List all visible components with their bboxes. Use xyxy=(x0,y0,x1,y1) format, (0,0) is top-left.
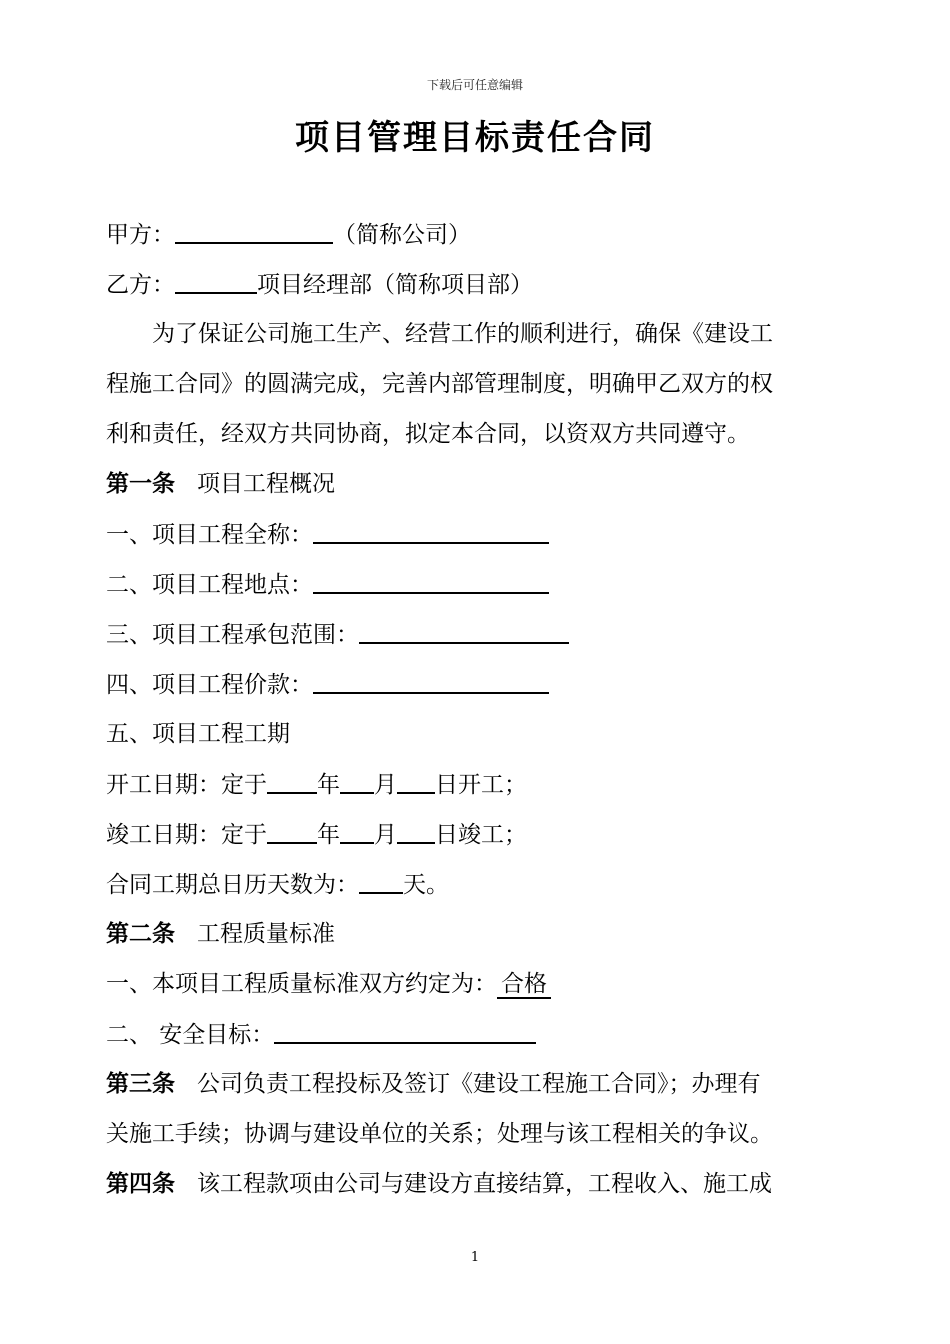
party-b-line xyxy=(106,262,846,312)
month-label: 月 xyxy=(374,772,397,798)
clause-3-line: 关施工手续；协调与建设单位的关系；处理与该工程相关的争议。 xyxy=(106,1121,773,1147)
clause-2-heading xyxy=(106,912,846,962)
preamble-line: 程施工合同》的圆满完成，完善内部管理制度，明确甲乙双方的权 xyxy=(106,371,773,397)
clause-number: 第三条 xyxy=(106,1071,175,1097)
project-location-blank[interactable] xyxy=(313,562,549,594)
quality-value: 合格 xyxy=(497,971,551,999)
end-year-blank[interactable] xyxy=(267,812,317,844)
year-label: 年 xyxy=(317,822,340,848)
clause-3-line xyxy=(106,1062,846,1112)
start-date-prefix: 开工日期：定于 xyxy=(106,772,267,798)
party-a-label: 甲方： xyxy=(106,222,175,248)
party-a-suffix: （简称公司） xyxy=(333,222,471,248)
clause-number: 第二条 xyxy=(106,921,175,947)
clause-1-item-price xyxy=(106,662,846,712)
contract-body xyxy=(106,212,846,1212)
quality-standard-line xyxy=(106,962,846,1012)
preamble-line: 为了保证公司施工生产、经营工作的顺利进行，确保《建设工 xyxy=(152,321,773,347)
clause-1-heading xyxy=(106,462,846,512)
start-day-blank[interactable] xyxy=(397,762,435,794)
party-a-line xyxy=(106,212,846,262)
preamble-line: 利和责任，经双方共同协商，拟定本合同，以资双方共同遵守。 xyxy=(106,421,750,447)
end-month-blank[interactable] xyxy=(340,812,374,844)
clause-number: 第四条 xyxy=(106,1171,175,1197)
project-name-blank[interactable] xyxy=(313,512,549,544)
header-note: 下载后可任意编辑 xyxy=(426,78,523,92)
party-b-blank[interactable] xyxy=(175,262,257,294)
safety-goal-line xyxy=(106,1012,846,1062)
day-suffix: 日开工； xyxy=(435,772,527,798)
party-b-label: 乙方： xyxy=(106,272,175,298)
start-date-line xyxy=(106,762,846,812)
start-year-blank[interactable] xyxy=(267,762,317,794)
clause-1-item-name xyxy=(106,512,846,562)
clause-1-item-location xyxy=(106,562,846,612)
party-b-suffix: 项目经理部（简称项目部） xyxy=(257,272,533,298)
safety-label: 二、 安全目标： xyxy=(106,1022,275,1048)
duration-suffix: 天。 xyxy=(403,872,449,898)
item-label: 四、项目工程价款： xyxy=(106,672,313,698)
clause-4-line xyxy=(106,1162,846,1212)
duration-prefix: 合同工期总日历天数为： xyxy=(106,872,359,898)
clause-text: 该工程款项由公司与建设方直接结算，工程收入、施工成 xyxy=(197,1171,772,1197)
duration-days-blank[interactable] xyxy=(359,862,403,894)
item-label: 一、项目工程全称： xyxy=(106,522,313,548)
item-label: 三、项目工程承包范围： xyxy=(106,622,359,648)
start-month-blank[interactable] xyxy=(340,762,374,794)
clause-title: 项目工程概况 xyxy=(197,471,335,497)
end-date-line xyxy=(106,812,846,862)
day-suffix: 日竣工； xyxy=(435,822,527,848)
page-number: 1 xyxy=(470,1250,480,1265)
clause-text: 公司负责工程投标及签订《建设工程施工合同》；办理有 xyxy=(197,1071,761,1097)
clause-1-item-scope xyxy=(106,612,846,662)
end-day-blank[interactable] xyxy=(397,812,435,844)
project-price-blank[interactable] xyxy=(313,662,549,694)
total-duration-line xyxy=(106,862,846,912)
party-a-blank[interactable] xyxy=(175,212,333,244)
year-label: 年 xyxy=(317,772,340,798)
document-title: 项目管理目标责任合同 xyxy=(295,118,655,158)
month-label: 月 xyxy=(374,822,397,848)
contract-scope-blank[interactable] xyxy=(359,612,569,644)
clause-number: 第一条 xyxy=(106,471,175,497)
item-label: 二、项目工程地点： xyxy=(106,572,313,598)
clause-title: 工程质量标准 xyxy=(197,921,335,947)
end-date-prefix: 竣工日期：定于 xyxy=(106,822,267,848)
safety-goal-blank[interactable] xyxy=(274,1012,536,1044)
quality-label: 一、本项目工程质量标准双方约定为： xyxy=(106,971,497,997)
clause-1-item-duration: 五、项目工程工期 xyxy=(106,721,290,747)
